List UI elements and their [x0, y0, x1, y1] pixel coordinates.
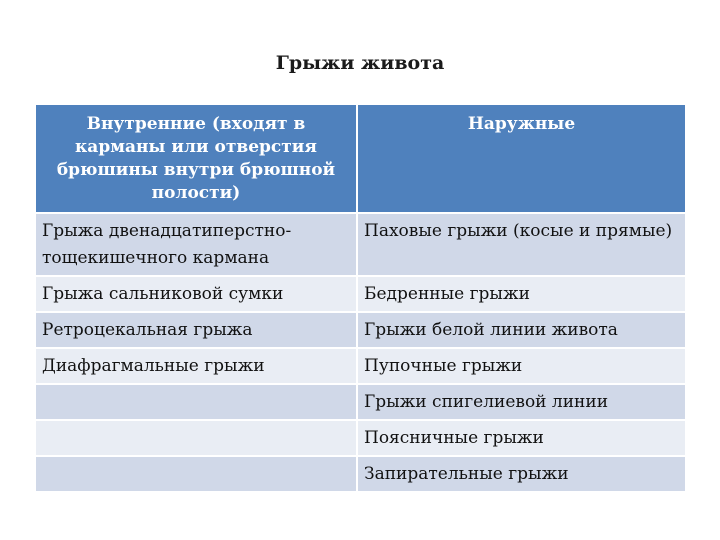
- table-cell-external: Поясничные грыжи: [357, 420, 685, 456]
- table-row: [36, 420, 685, 456]
- table-row: [36, 456, 685, 492]
- header-internal: Внутренние (входят в карманы или отверстия брюшины внутри брюшной полости): [36, 105, 357, 213]
- table-cell-internal: Грыжа сальниковой сумки: [36, 276, 357, 312]
- table-cell-internal: [36, 420, 357, 456]
- header-external: Наружные: [357, 105, 685, 213]
- table-row: [36, 213, 685, 276]
- table-cell-internal: Ретроцекальная грыжа: [36, 312, 357, 348]
- table-cell-internal: Грыжа двенадцатиперстно-тощекишечного кармана: [36, 213, 357, 276]
- table-row: [36, 348, 685, 384]
- table-cell-internal: [36, 456, 357, 492]
- table-cell-external: Паховые грыжи (косые и прямые): [357, 213, 685, 276]
- slide-title: Грыжи живота: [275, 52, 445, 74]
- table-cell-external: Грыжи белой линии живота: [357, 312, 685, 348]
- table-header-row: [36, 105, 685, 213]
- table-cell-internal: [36, 384, 357, 420]
- table-cell-external: Бедренные грыжи: [357, 276, 685, 312]
- table-row: [36, 276, 685, 312]
- table-cell-external: Пупочные грыжи: [357, 348, 685, 384]
- table-row: [36, 312, 685, 348]
- table-cell-external: Грыжи спигелиевой линии: [357, 384, 685, 420]
- hernia-table: [36, 105, 685, 493]
- table-row: [36, 384, 685, 420]
- table-cell-internal: Диафрагмальные грыжи: [36, 348, 357, 384]
- table-cell-external: Запирательные грыжи: [357, 456, 685, 492]
